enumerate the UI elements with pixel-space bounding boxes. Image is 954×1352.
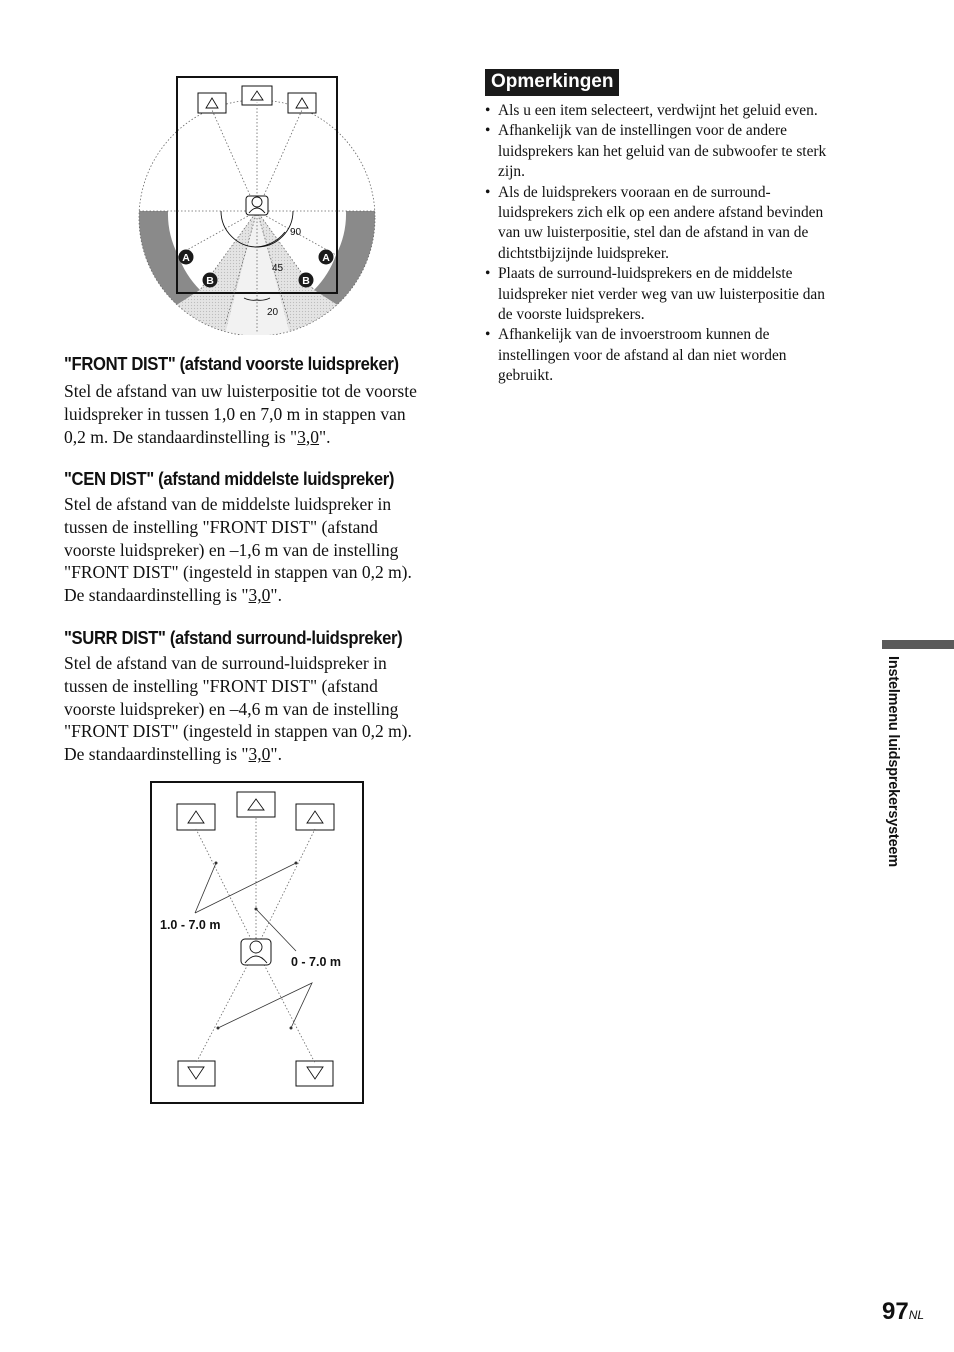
zone-a-right: [314, 211, 384, 335]
svg-text:A: A: [182, 252, 190, 264]
body-line: De standaardinstelling is "3,0".: [64, 744, 282, 765]
zone-a-left: [130, 211, 200, 335]
speaker-distance-diagram: [150, 781, 364, 1104]
zone-marker-a-left: [179, 250, 194, 265]
zone-marker-a-right: [319, 250, 334, 265]
listener-icon: [246, 196, 268, 215]
front-right-speaker: [296, 804, 334, 830]
center-speaker: [237, 792, 275, 817]
notes-list: [485, 101, 875, 387]
zone-marker-b-right: [299, 273, 314, 288]
front-dist-body: [64, 380, 454, 448]
body-line: voorste luidspreker) en –1,6 m van de instelling: [64, 539, 399, 560]
cen-dist-heading: "CEN DIST" (afstand middelste luidspreker): [64, 468, 395, 489]
svg-text:B: B: [302, 275, 310, 287]
list-item: • Afhankelijk van de instellingen voor de andere luidsprekers kan het geluid van de subwoofer te sterk zijn.: [485, 122, 827, 181]
speaker-angle-diagram: [130, 70, 385, 335]
notes-title: Opmerkingen: [485, 69, 619, 96]
body-line: De standaardinstelling is "3,0".: [64, 585, 282, 606]
body-line: 0,2 m. De standaardinstelling is "3,0".: [64, 426, 331, 447]
body-line: "FRONT DIST" (ingesteld in stappen van 0,2 m).: [64, 562, 412, 583]
body-line: Stel de afstand van de middelste luidspreker in: [64, 494, 392, 514]
list-item: • Als u een item selecteert, verdwijnt het geluid even.: [485, 102, 818, 119]
angle-label-20: 20: [267, 307, 279, 318]
cen-dist-body: [64, 493, 454, 607]
body-line: tussen de instelling "FRONT DIST" (afstand: [64, 516, 378, 537]
body-line: tussen de instelling "FRONT DIST" (afstand: [64, 675, 378, 696]
front-distance-label: 1.0 - 7.0 m: [160, 918, 221, 932]
listener-icon: [241, 939, 271, 965]
surr-dist-heading: "SURR DIST" (afstand surround-luidspreker): [64, 627, 403, 648]
list-item: • Plaats de surround-luidsprekers en de middelste luidspreker niet verder weg van uw luisterpositie dan de voorste luidsprekers.: [485, 265, 825, 324]
zone-marker-b-left: [203, 273, 218, 288]
front-right-speaker: [288, 93, 316, 113]
list-item: • Afhankelijk van de invoerstroom kunnen de instellingen voor de afstand al dan niet worden gebruikt.: [485, 326, 787, 385]
default-value: 3,0: [248, 585, 271, 606]
default-value: 3,0: [248, 744, 271, 765]
surround-left-speaker: [178, 1061, 215, 1086]
surr-dist-body: [64, 652, 454, 766]
surround-distance-label: 0 - 7.0 m: [291, 955, 342, 969]
body-line: Stel de afstand van de surround-luidspreker in: [64, 653, 387, 673]
body-line: voorste luidspreker) en –4,6 m van de instelling: [64, 698, 399, 719]
svg-text:A: A: [322, 252, 330, 264]
angle-label-90: 90: [290, 227, 302, 238]
body-line: luidspreker in tussen 1,0 en 7,0 m in stappen van: [64, 403, 406, 424]
svg-text:B: B: [206, 275, 214, 287]
surround-right-speaker: [296, 1061, 333, 1086]
default-value: 3,0: [297, 426, 320, 447]
angle-label-45: 45: [272, 263, 284, 274]
list-item: • Als de luidsprekers vooraan en de surround- luidsprekers zich elk op een andere afstand bevinden van uw luisterpositie, stel dan de afstand in van de dichtstbijzijnde luidspreker.: [485, 183, 824, 262]
front-left-speaker: [198, 93, 226, 113]
body-line: Stel de afstand van uw luisterpositie tot de voorste: [64, 381, 417, 401]
page-number: 97NL: [882, 1298, 925, 1325]
body-line: "FRONT DIST" (ingesteld in stappen van 0,2 m).: [64, 721, 412, 742]
front-left-speaker: [177, 804, 215, 830]
side-tab-label: Instelmenu luidsprekersysteem: [885, 656, 901, 867]
front-dist-heading: "FRONT DIST" (afstand voorste luidspreker): [64, 353, 399, 374]
side-tab-bar: [882, 640, 954, 649]
